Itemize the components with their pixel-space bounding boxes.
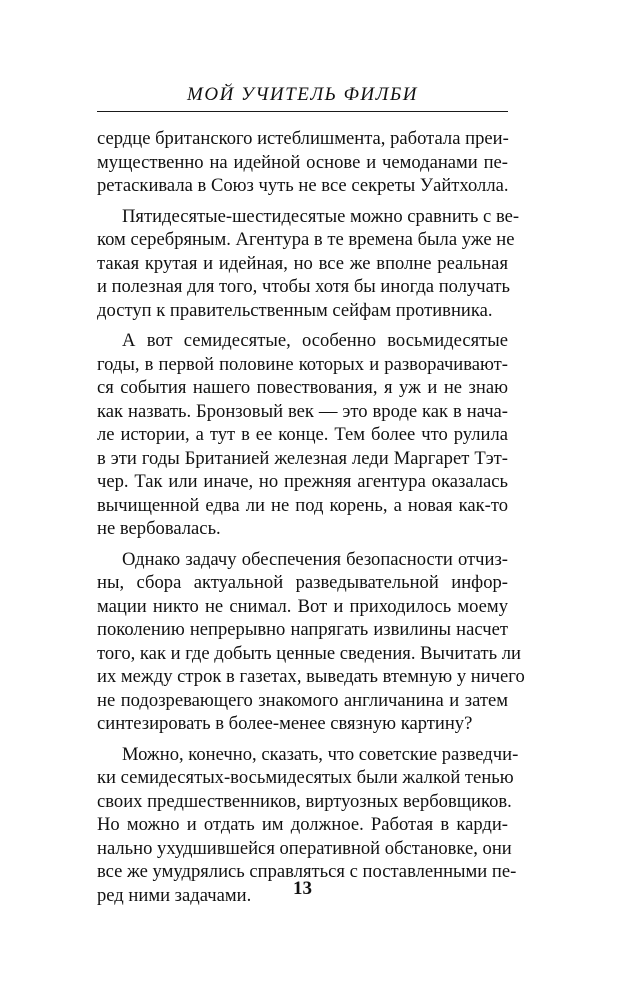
text-line: нально ухудшившейся оперативной обстановке, они bbox=[97, 837, 512, 859]
text-line: А вот семидесятые, особенно восьмидесятые bbox=[122, 330, 508, 351]
text-line: поколению непрерывно напрягать извилины насчет bbox=[97, 619, 508, 640]
paragraph-4 bbox=[97, 548, 525, 736]
text-line: не вербовалась. bbox=[97, 518, 221, 539]
text-line: годы, в первой половине которых и разворачивают- bbox=[97, 353, 508, 375]
text-line: все же умудрялись справляться с поставленными пе- bbox=[97, 861, 517, 882]
text-line: того, как и где добыть ценные сведения. Вычитать ли bbox=[97, 642, 521, 664]
text-line: ны, сбора актуальной разведывательной инфор- bbox=[97, 572, 508, 593]
text-line: сердце британского истеблишмента, работала преи- bbox=[97, 128, 509, 149]
text-line: их между строк в газетах, выведать втемную у ничего bbox=[97, 666, 525, 687]
text-line: ком серебряным. Агентура в те времена была уже не bbox=[97, 229, 515, 250]
text-line: ле истории, а тут в ее конце. Тем более что рулила bbox=[97, 424, 508, 445]
paragraph-3 bbox=[97, 329, 508, 541]
text-line: такая крутая и идейная, но все же вполне реальная bbox=[97, 252, 508, 274]
text-line: Однако задачу обеспечения безопасности отчиз- bbox=[122, 548, 508, 570]
body-text bbox=[97, 127, 525, 914]
text-line: Но можно и отдать им должное. Работая в карди- bbox=[97, 814, 508, 835]
text-line: вычищенной едва ли не под корень, а новая как-то bbox=[97, 494, 508, 516]
text-line: не подозревающего знакомого англичанина и затем bbox=[97, 689, 508, 711]
text-line: мации никто не снимал. Вот и приходилось моему bbox=[97, 595, 508, 617]
text-line: ки семидесятых-восьмидесятых были жалкой тенью bbox=[97, 767, 514, 788]
text-line: своих предшественников, виртуозных вербовщиков. bbox=[97, 790, 512, 812]
text-line: ретаскивала в Союз чуть не все секреты Уайтхолла. bbox=[97, 175, 509, 196]
text-line: ся события нашего повествования, я уж и не знаю bbox=[97, 377, 508, 398]
text-line: мущественно на идейной основе и чемоданами пе- bbox=[97, 151, 508, 173]
text-line: чер. Так или иначе, но прежняя агентура оказалась bbox=[97, 471, 508, 492]
running-header: МОЙ УЧИТЕЛЬ ФИЛБИ bbox=[187, 84, 418, 105]
paragraph-1 bbox=[97, 127, 508, 198]
paragraph-2 bbox=[97, 205, 520, 323]
text-line: синтезировать в более-менее связную картину? bbox=[97, 713, 473, 734]
header-rule bbox=[97, 111, 508, 112]
text-line: Пятидесятые-шестидесятые можно сравнить с ве- bbox=[122, 205, 520, 227]
text-line: как назвать. Бронзовый век — это вроде как в нача- bbox=[97, 400, 508, 422]
text-line: Можно, конечно, сказать, что советские разведчи- bbox=[122, 743, 519, 765]
text-line: ред ними задачами. bbox=[97, 884, 252, 906]
text-line: и полезная для того, чтобы хотя бы иногда получать bbox=[97, 276, 511, 297]
page-number: 13 bbox=[293, 878, 312, 899]
text-line: доступ к правительственным сейфам противника. bbox=[97, 299, 493, 321]
text-line: в эти годы Британией железная леди Маргарет Тэт- bbox=[97, 447, 508, 469]
